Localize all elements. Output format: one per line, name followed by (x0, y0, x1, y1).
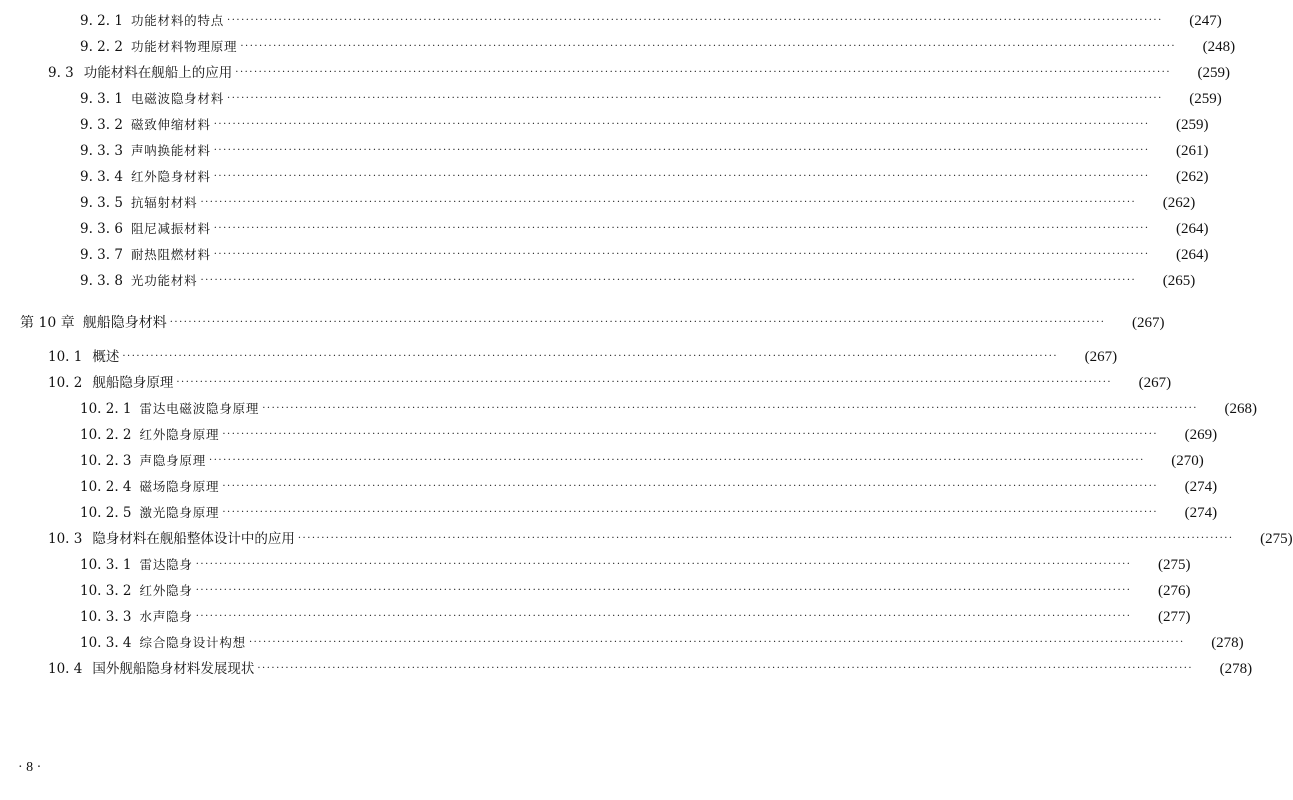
dot-leader: ········································································································································································································ (262, 403, 1198, 414)
toc-entry-page: (262) (1176, 169, 1209, 185)
dot-leader: ········································································································································································································ (195, 585, 1132, 596)
toc-entry-number: 10. 2. 4 (80, 479, 132, 495)
toc-entry-page: (276) (1157, 583, 1191, 599)
dot-leader: ········································································································································································································ (222, 481, 1159, 492)
toc-subsection-entry (0, 632, 1244, 654)
toc-entry-number: 9. 3 (48, 65, 74, 81)
toc-entry-number: 9. 3. 5 (80, 195, 123, 211)
toc-section-entry (0, 346, 1118, 368)
dot-leader: ········································································································································································································ (169, 317, 1106, 328)
toc-entry-number: 9. 3. 7 (80, 247, 123, 263)
toc-entry-title: 功能材料在舰船上的应用 (83, 65, 233, 81)
dot-leader: ········································································································································································································ (222, 429, 1159, 440)
dot-leader: ········································································································································································································ (248, 637, 1185, 648)
dot-leader: ········································································································································································································ (176, 377, 1113, 388)
toc-entry-number: 10. 3. 4 (80, 635, 132, 651)
dot-leader: ········································································································································································································ (222, 507, 1159, 518)
toc-entry-title: 雷达电磁波隐身原理 (139, 401, 260, 416)
toc-entry-title: 舰船隐身原理 (92, 375, 174, 391)
toc-entry-page: (267) (1131, 315, 1165, 331)
toc-entry-title: 磁致伸缩材料 (130, 117, 211, 132)
dot-leader: ········································································································································································································ (213, 171, 1150, 182)
toc-subsection-entry (0, 580, 1191, 602)
toc-entry-page: (248) (1202, 39, 1236, 55)
toc-subsection-entry (0, 192, 1196, 214)
dot-leader: ········································································································································································································ (195, 611, 1132, 622)
toc-chapter-entry (0, 312, 1165, 334)
toc-section-entry (0, 62, 1231, 84)
toc-subsection-entry (0, 270, 1196, 292)
toc-entry-title: 阻尼减振材料 (130, 221, 211, 236)
toc-entry-number: 9. 3. 1 (80, 91, 123, 107)
toc-entry-number: 10. 2. 1 (80, 401, 132, 417)
toc-subsection-entry (0, 502, 1218, 524)
dot-leader: ········································································································································································································ (200, 197, 1137, 208)
toc-entry-title: 红外隐身材料 (130, 169, 211, 184)
toc-entry-page: (278) (1211, 635, 1244, 651)
toc-subsection-entry (0, 88, 1222, 110)
toc-entry-page: (275) (1260, 531, 1293, 547)
toc-entry-number: 10. 2 (48, 375, 83, 391)
toc-entry-page: (278) (1219, 661, 1253, 677)
toc-subsection-entry (0, 10, 1222, 32)
dot-leader: ········································································································································································································ (209, 455, 1145, 466)
toc-entry-title: 功能材料的特点 (130, 13, 225, 28)
toc-entry-title: 光功能材料 (130, 273, 198, 288)
toc-entry-page: (259) (1176, 117, 1209, 133)
toc-entry-number: 第 10 章 (20, 315, 75, 331)
toc-entry-title: 电磁波隐身材料 (130, 91, 225, 106)
toc-entry-page: (269) (1184, 427, 1218, 443)
toc-subsection-entry (0, 166, 1209, 188)
toc-subsection-entry (0, 398, 1257, 420)
toc-entry-title: 激光隐身原理 (139, 505, 220, 520)
dot-leader: ········································································································································································································ (122, 351, 1059, 362)
toc-entry-number: 10. 3. 3 (80, 609, 132, 625)
toc-entry-number: 9. 2. 2 (80, 39, 123, 55)
toc-entry-page: (261) (1176, 143, 1209, 159)
toc-subsection-entry (0, 36, 1236, 58)
dot-leader: ········································································································································································································ (213, 223, 1150, 234)
toc-entry-title: 磁场隐身原理 (139, 479, 220, 494)
dot-leader: ········································································································································································································ (213, 119, 1150, 130)
toc-entry-number: 9. 3. 3 (80, 143, 123, 159)
toc-entry-number: 9. 2. 1 (80, 13, 123, 29)
toc-entry-page: (267) (1084, 349, 1118, 365)
toc-entry-number: 10. 3 (48, 531, 83, 547)
toc-entry-page: (270) (1171, 453, 1204, 469)
dot-leader: ········································································································································································································ (297, 533, 1234, 544)
toc-entry-title: 国外舰船隐身材料发展现状 (92, 661, 255, 677)
toc-entry-title: 隐身材料在舰船整体设计中的应用 (92, 531, 295, 547)
toc-entry-title: 概述 (92, 349, 120, 365)
dot-leader: ········································································································································································································ (195, 559, 1132, 570)
toc-entry-number: 9. 3. 8 (80, 273, 123, 289)
toc-section-entry (0, 528, 1293, 550)
dot-leader: ········································································································································································································ (213, 249, 1150, 260)
toc-subsection-entry (0, 140, 1209, 162)
toc-entry-title: 舰船隐身材料 (82, 315, 167, 331)
toc-entry-page: (275) (1157, 557, 1191, 573)
toc-entry-page: (268) (1224, 401, 1257, 417)
toc-entry-page: (274) (1184, 505, 1218, 521)
toc-entry-title: 综合隐身设计构想 (139, 635, 246, 650)
toc-section-entry (0, 658, 1253, 680)
toc-entry-number: 10. 2. 2 (80, 427, 132, 443)
toc-entry-title: 功能材料物理原理 (130, 39, 238, 54)
toc-entry-number: 9. 3. 4 (80, 169, 123, 185)
toc-subsection-entry (0, 218, 1209, 240)
toc-entry-page: (274) (1184, 479, 1218, 495)
toc-entry-number: 10. 1 (48, 349, 83, 365)
toc-entry-number: 9. 3. 6 (80, 221, 123, 237)
toc-entry-title: 耐热阻燃材料 (130, 247, 211, 262)
toc-entry-number: 10. 4 (48, 661, 83, 677)
toc-entry-number: 10. 2. 3 (80, 453, 132, 469)
toc-entry-title: 雷达隐身 (139, 557, 193, 572)
toc-entry-page: (277) (1157, 609, 1191, 625)
toc-entry-page: (259) (1189, 91, 1222, 107)
toc-entry-number: 10. 3. 2 (80, 583, 132, 599)
toc-entry-title: 声呐换能材料 (130, 143, 211, 158)
dot-leader: ········································································································································································································ (235, 67, 1172, 78)
toc-entry-number: 10. 2. 5 (80, 505, 132, 521)
dot-leader: ········································································································································································································ (257, 663, 1194, 674)
toc-entry-page: (264) (1176, 247, 1209, 263)
page-number: · 8 · (18, 760, 42, 775)
toc-entry-page: (267) (1138, 375, 1172, 391)
dot-leader: ········································································································································································································ (213, 145, 1150, 156)
toc-entry-title: 红外隐身原理 (139, 427, 220, 442)
toc-entry-page: (262) (1162, 195, 1196, 211)
toc-entry-title: 水声隐身 (139, 609, 193, 624)
dot-leader: ········································································································································································································ (240, 41, 1177, 52)
toc-entry-number: 10. 3. 1 (80, 557, 132, 573)
toc-subsection-entry (0, 476, 1218, 498)
toc-subsection-entry (0, 244, 1209, 266)
toc-entry-title: 声隐身原理 (139, 453, 207, 468)
toc-subsection-entry (0, 424, 1218, 446)
toc-entry-title: 抗辐射材料 (130, 195, 198, 210)
dot-leader: ········································································································································································································ (227, 93, 1163, 104)
toc-subsection-entry (0, 114, 1209, 136)
dot-leader: ········································································································································································································ (227, 15, 1163, 26)
toc-subsection-entry (0, 606, 1191, 628)
toc-entry-title: 红外隐身 (139, 583, 193, 598)
toc-section-entry (0, 372, 1172, 394)
toc-subsection-entry (0, 554, 1191, 576)
toc-subsection-entry (0, 450, 1204, 472)
dot-leader: ········································································································································································································ (200, 275, 1137, 286)
toc-entry-page: (265) (1162, 273, 1196, 289)
toc-entry-page: (264) (1176, 221, 1209, 237)
toc-entry-number: 9. 3. 2 (80, 117, 123, 133)
toc-entry-page: (259) (1197, 65, 1231, 81)
toc-entry-page: (247) (1189, 13, 1222, 29)
